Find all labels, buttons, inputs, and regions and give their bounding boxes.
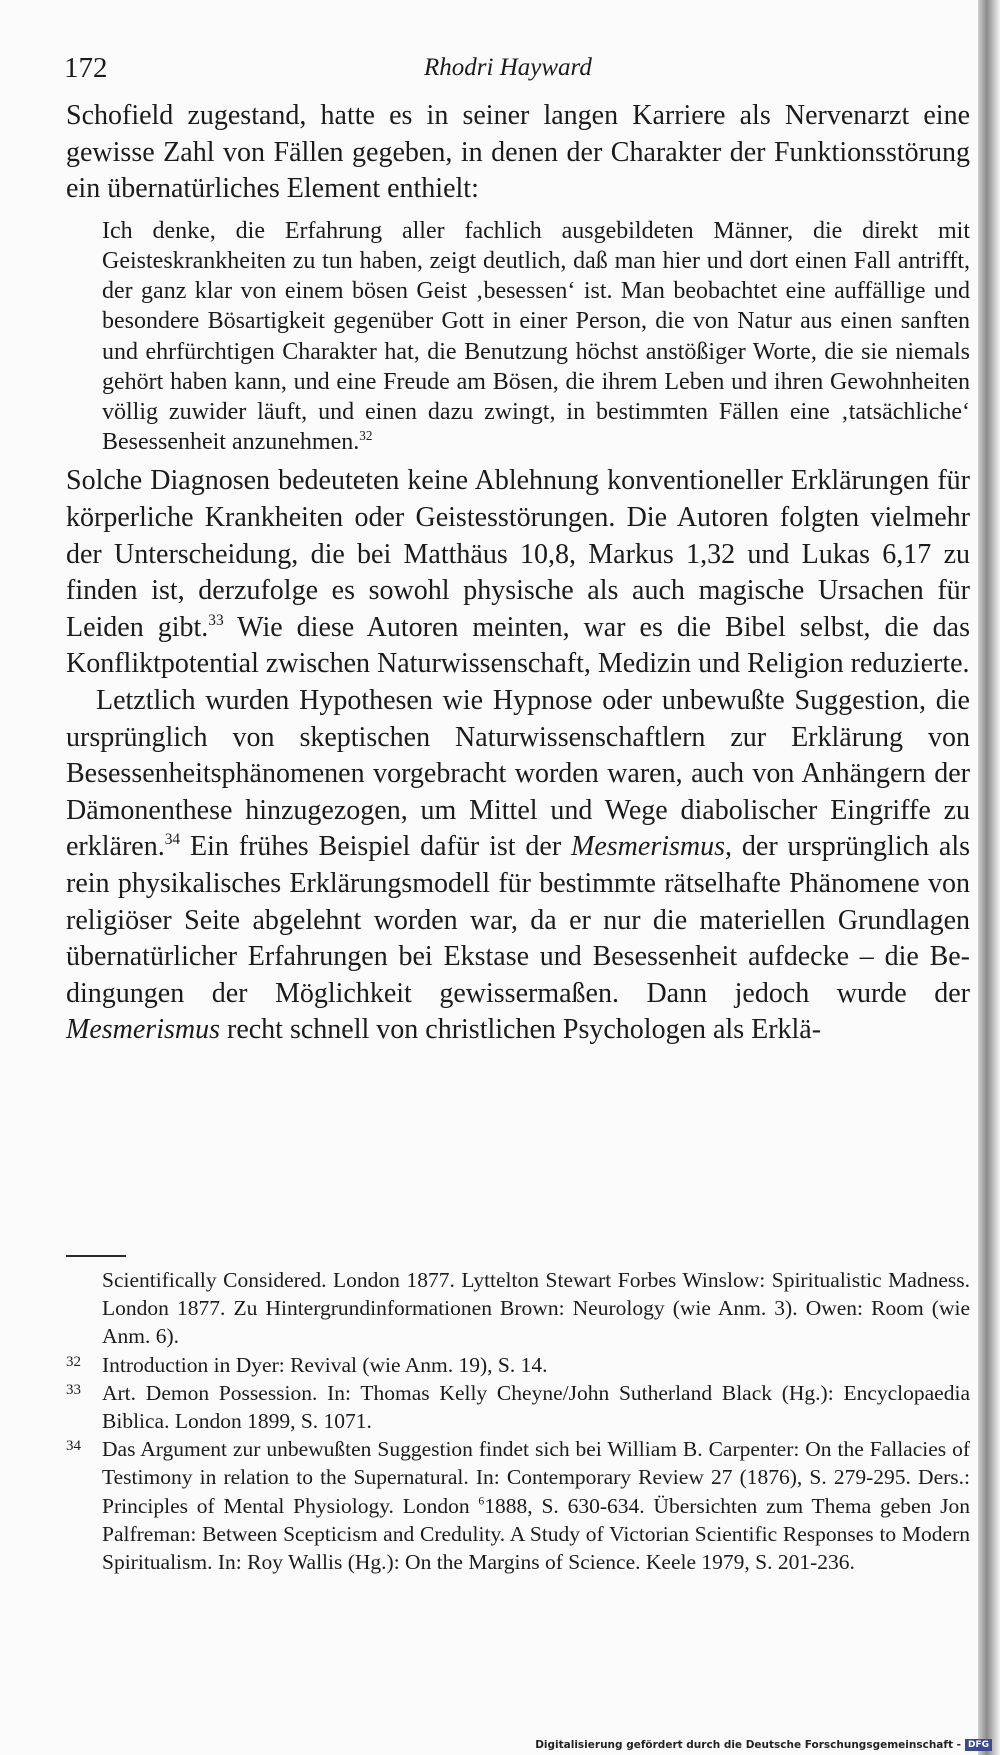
paragraph-2 bbox=[66, 463, 970, 683]
paragraph-3-text-d: recht schnell von christlichen Psychologen als Erklä- bbox=[220, 1014, 822, 1046]
footnote-text-a: Das Argument zur unbewußten Suggestion findet sich bei William B. Carpenter: On the Fallacies of Testimony in relation to the Supernatural. In: Contemporary Review 27 (1876), S. 279-295. Ders.: Principles of Mental Physiology. London bbox=[102, 1437, 970, 1518]
footnote-ref-34: 34 bbox=[164, 831, 181, 849]
footnote-ref-33: 33 bbox=[208, 612, 224, 630]
footnote-number: 34 bbox=[66, 1438, 81, 1455]
footnote-number: 32 bbox=[66, 1353, 81, 1370]
running-head bbox=[64, 52, 964, 92]
running-head-author: Rhodri Hayward bbox=[424, 54, 592, 81]
footnote-33 bbox=[66, 1379, 970, 1435]
paragraph-2-text-b: Wie diese Autoren meinten, war es die Bibel selbst, die das Konfliktpotential zwischen Naturwissenschaft, Medizin und Religion reduzierte. bbox=[66, 611, 971, 680]
digitization-credit bbox=[535, 1739, 992, 1751]
paragraph-3-text-c: , der ursprünglich als rein physikalisches Erklärungsmodell für bestimmte rätselhafte Phänomene von religiöser Seite abgelehnt worden war, da er nur die materiellen Grundlagen übernatürlicher Erfahrungen bei Ekstase und Besessenheit aufdecke – die Bedingungen der Möglichkeit gewissermaßen. Dann jedoch wurde der bbox=[66, 831, 970, 1009]
block-quote-text: Ich denke, die Erfahrung aller fachlich ausgebildeten Männer, die direkt mit Geisteskrankheiten zu tun haben, zeigt deutlich, daß man hier und dort einen Fall antrifft, der ganz klar von einem bösen Geist ‚besessen‘ ist. Man beobachtet eine auffällige und besondere Bösartigkeit gegenüber Gott in einer Person, die von Natur aus einen sanften und ehrfürchtigen Charakter hat, die Benutzung höchst anstößiger Worte, die sie niemals gehört haben kann, und eine Freude am Bösen, die ihrem Leben und ihren Gewohnheiten völlig zuwider läuft, und einen dazu zwingt, in bestimmten Fällen eine ‚tatsächliche‘ Besessenheit anzunehmen. bbox=[102, 217, 970, 456]
paragraph-2-text-a: Solche Diagnosen bedeuteten keine Ablehnung konventioneller Erklärungen für körperliche Krankheiten oder Geistesstörungen. Die Autoren folgten vielmehr der Unterscheidung, die bei Matthäus 10,8, Markus 1,32 und Lukas 6,17 zu finden ist, derzufolge es sowohl physische als auch magische Ursachen für Leiden gibt. bbox=[66, 465, 970, 643]
footnotes bbox=[66, 1266, 970, 1576]
footnote-text: Art. Demon Possession. In: Thomas Kelly Cheyne/John Sutherland Black (Hg.): Encyclopaedia Biblica. London 1899, S. 1071. bbox=[102, 1380, 970, 1434]
footnote-text-b: 1888, S. 630-634. Übersichten zum Thema geben Jon Palfreman: Between Scepticism and Credulity. A Study of Victorian Scientific Responses to Modern Spiritualism. In: Roy Wallis (Hg.): On the Margins of Science. Keele 1979, S. 201-236. bbox=[102, 1493, 970, 1575]
paragraph-1: Schofield zugestand, hatte es in seiner langen Karriere als Nervenarzt eine gewisse Zahl von Fällen gegeben, in denen der Charakter der Funktionsstörung ein übernatürliches Element enthielt: bbox=[66, 100, 970, 205]
footnote-number: 33 bbox=[66, 1381, 81, 1398]
paragraph-3-text-a: Letztlich wurden Hypothesen wie Hypnose oder unbewußte Suggestion, die ursprünglich von skeptischen Naturwissenschaftlern zur Erklärung von Besessenheitsphänomenen vorgebracht worden waren, auch von Anhängern der Dämonenthese hinzugezogen, um Mittel und Wege diabolischer Eingriffe zu erklären. bbox=[66, 684, 970, 863]
footnote-text: Introduction in Dyer: Revival (wie Anm. 19), S. 14. bbox=[102, 1352, 548, 1377]
footnote-ref-32: 32 bbox=[359, 427, 373, 443]
dfg-logo: DFG bbox=[965, 1739, 992, 1751]
main-text bbox=[66, 98, 970, 1049]
credit-text: Digitalisierung gefördert durch die Deutsche Forschungsgemeinschaft - bbox=[535, 1739, 961, 1751]
footnote-34 bbox=[66, 1435, 970, 1576]
footnote-separator bbox=[66, 1255, 126, 1257]
edition-number: 6 bbox=[478, 1493, 485, 1508]
footnote-32 bbox=[66, 1351, 970, 1379]
paragraph-3-text-b: Ein frühes Beispiel dafür ist der bbox=[180, 831, 572, 863]
italic-term-mesmerismus: Mesmerismus bbox=[66, 1014, 220, 1046]
paragraph-3 bbox=[66, 683, 970, 1049]
footnote-continuation: Scientifically Considered. London 1877. Lyttelton Stewart Forbes Winslow: Spiritualistic Madness. London 1877. Zu Hintergrundinformationen Brown: Neurology (wie Anm. 3). Owen: Room (wie Anm. 6). bbox=[102, 1268, 970, 1349]
italic-term-mesmerismus: Mesmerismus bbox=[571, 831, 726, 863]
block-quote bbox=[102, 216, 970, 458]
page-spine-shadow bbox=[978, 0, 1000, 1755]
page-number: 172 bbox=[64, 52, 108, 84]
